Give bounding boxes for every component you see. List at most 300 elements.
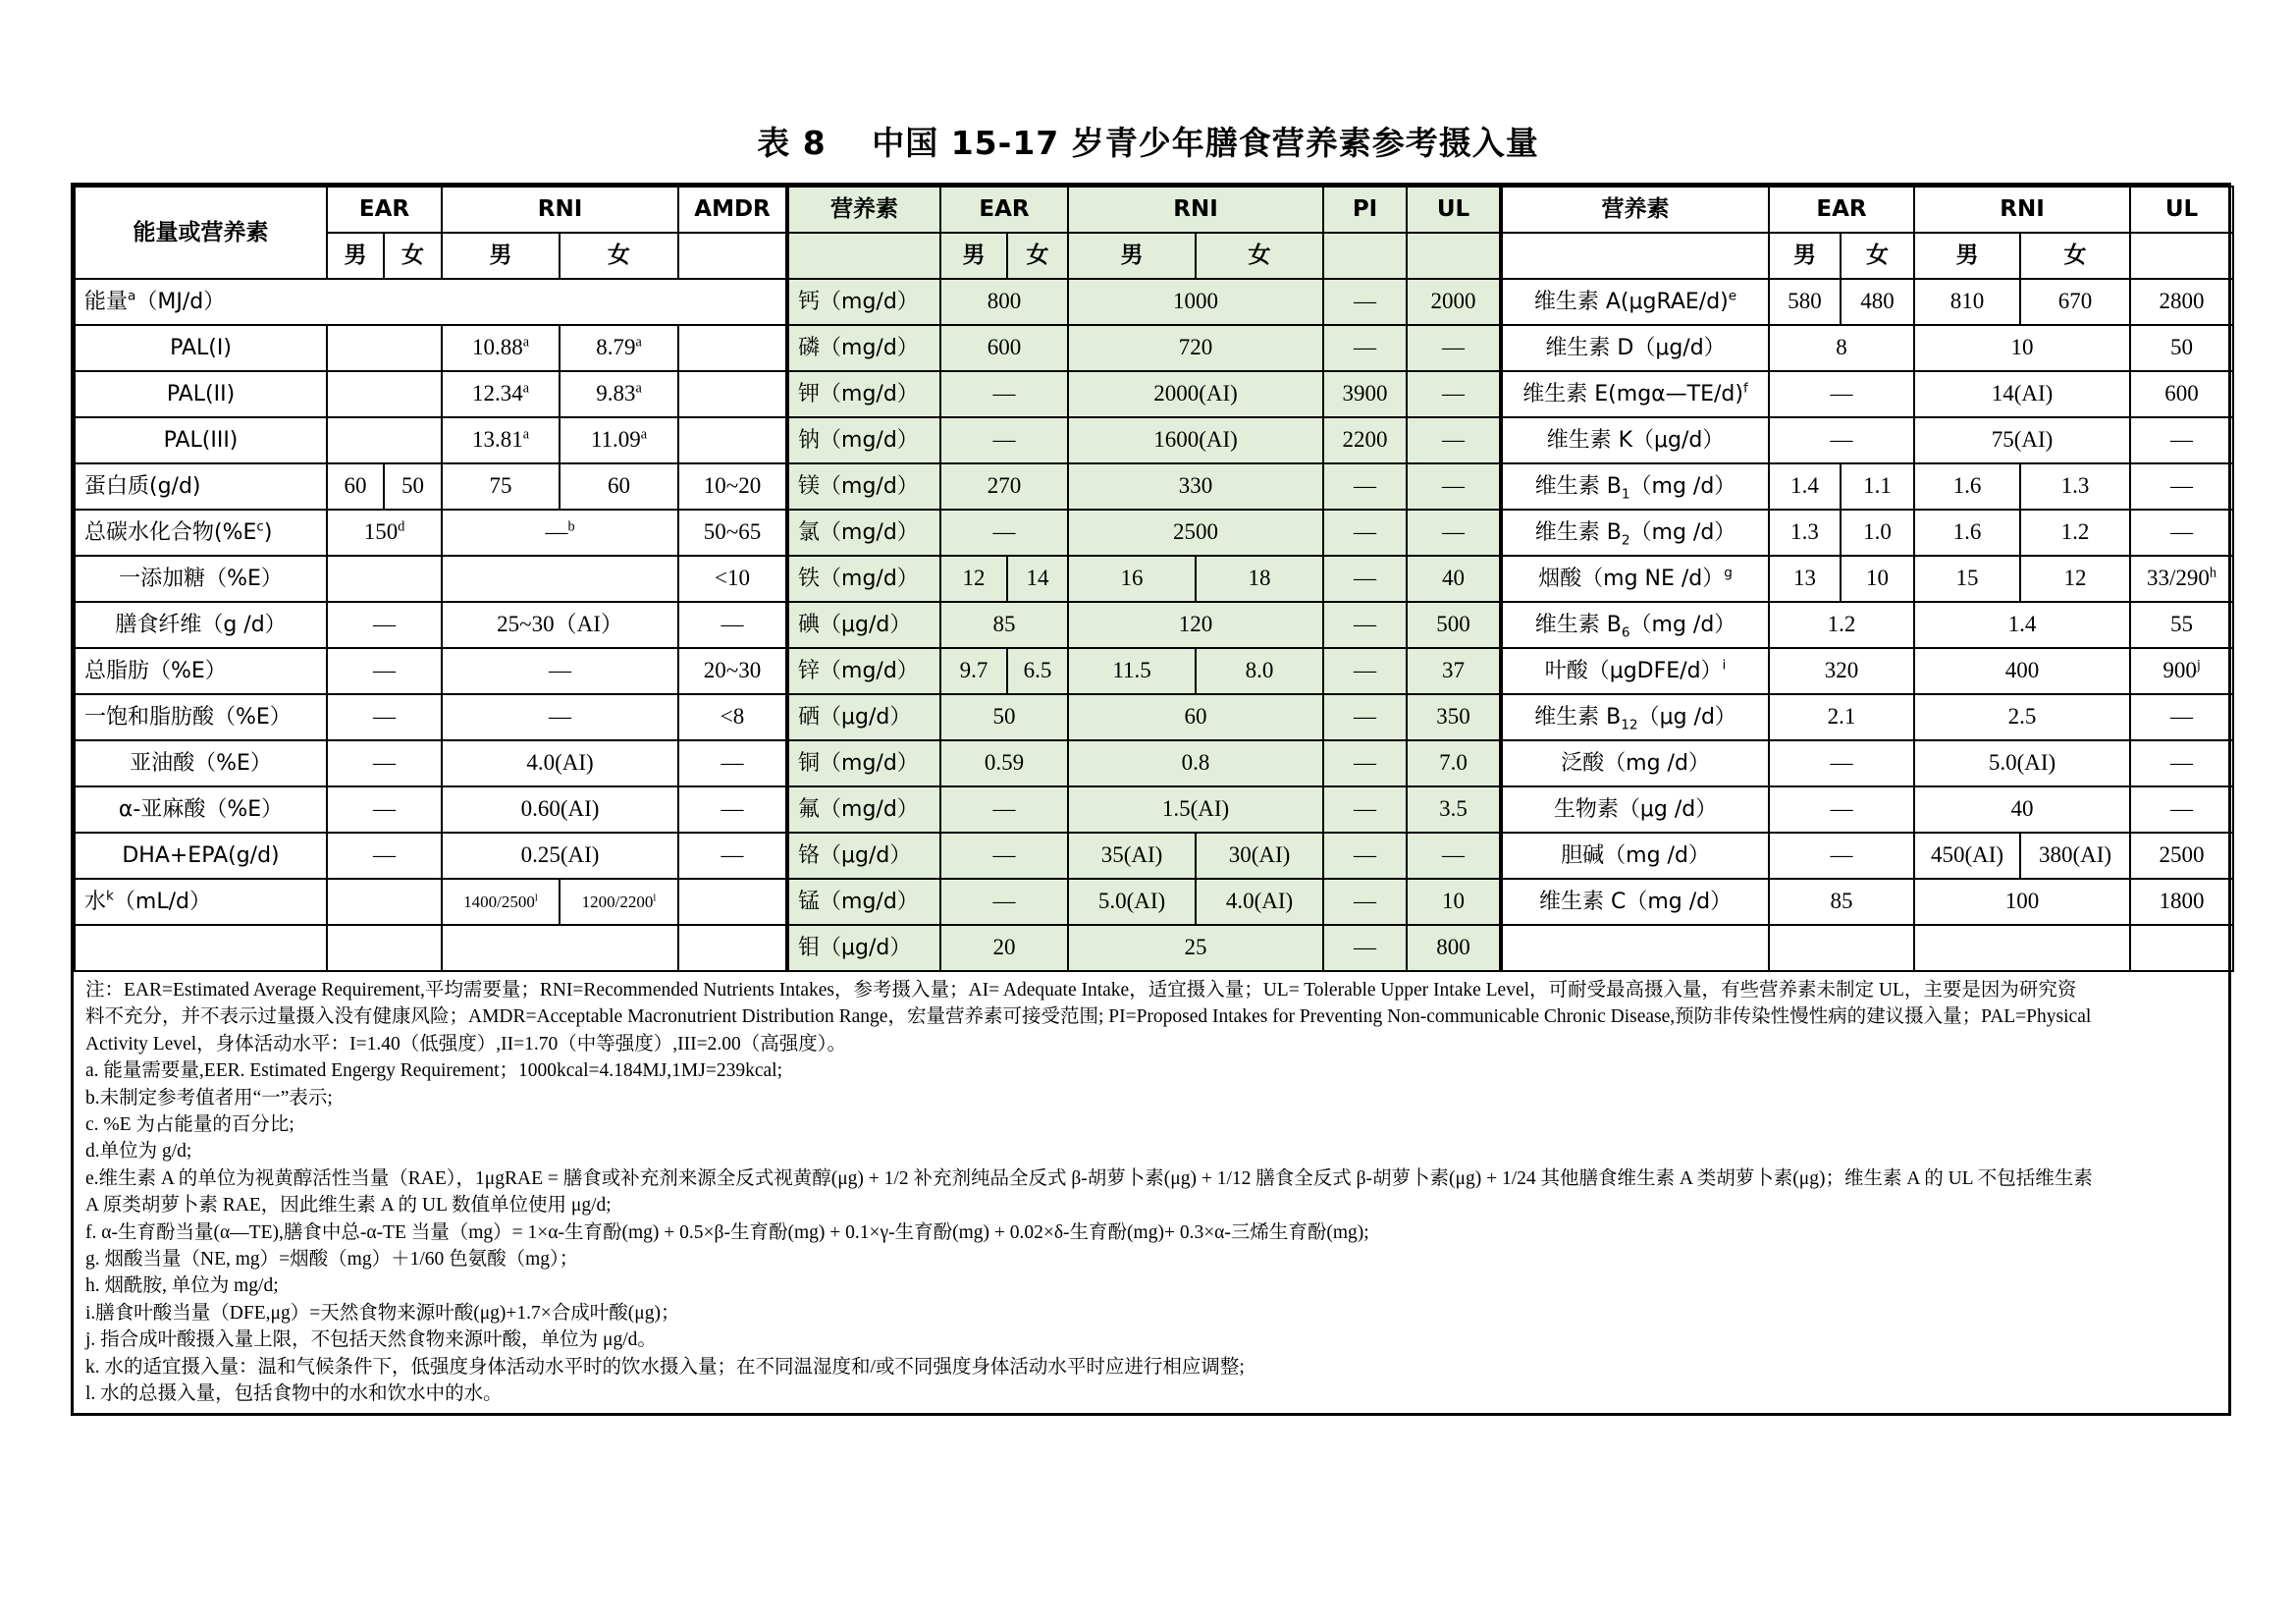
value-cell: —	[1323, 556, 1407, 602]
value-cell: 350	[1407, 694, 1500, 740]
value-cell: —	[442, 648, 678, 694]
footnote-line: e.维生素 A 的单位为视黄醇活性当量（RAE），1μgRAE = 膳食或补充剂来源全反式视黄醇(μg) + 1/2 补充剂纯品全反式 β-胡萝卜素(μg) + 1/12 膳食全反式 β-胡萝卜素(μg) + 1/24 其他膳食维生素 A 类胡萝卜素(μg)；维生素 A 的 UL 不包括维生素	[85, 1167, 2093, 1189]
row-label	[75, 925, 327, 971]
value-cell: —	[940, 510, 1068, 556]
value-cell: 450(AI)	[1914, 833, 2020, 879]
value-cell	[327, 556, 442, 602]
value-cell	[1769, 925, 1914, 971]
table-row	[75, 694, 786, 740]
value-cell: —	[678, 740, 786, 786]
footnote-line: g. 烟酸当量（NE, mg）=烟酸（mg）＋1/60 色氨酸（mg）；	[85, 1249, 579, 1271]
value-cell: 720	[1068, 325, 1323, 371]
footnotes	[74, 972, 2228, 1413]
table-row	[788, 602, 1500, 648]
table-row	[75, 879, 786, 925]
value-cell: —	[1323, 279, 1407, 325]
table-row	[1502, 833, 2233, 879]
value-cell: 14(AI)	[1914, 371, 2130, 417]
column-header: PI	[1323, 187, 1407, 233]
value-cell: 35(AI)	[1068, 833, 1196, 879]
value-cell: 60	[560, 463, 678, 510]
row-label: 钙（mg/d）	[788, 279, 940, 325]
value-cell: 0.60(AI)	[442, 786, 678, 833]
value-cell: 1400/2500$^l$	[442, 879, 560, 925]
dri-table	[71, 183, 2231, 1416]
column-header: 营养素	[788, 187, 940, 233]
row-label: 胆碱（mg /d）	[1502, 833, 1769, 879]
value-cell: 9.7	[940, 648, 1007, 694]
value-cell: 4.0(AI)	[442, 740, 678, 786]
value-cell: —	[678, 602, 786, 648]
column-header	[1502, 233, 1769, 279]
table-row	[788, 279, 1500, 325]
value-cell: —	[1407, 371, 1500, 417]
table-row	[1502, 740, 2233, 786]
table-row	[788, 925, 1500, 971]
row-label: 维生素 E(mgα—TE/d)$^f$	[1502, 371, 1769, 417]
value-cell: 2000	[1407, 279, 1500, 325]
value-cell: —	[1769, 833, 1914, 879]
value-cell: 1.2	[2020, 510, 2130, 556]
column-header: 男	[327, 233, 384, 279]
value-cell: —	[1323, 648, 1407, 694]
column-header: RNI	[1068, 187, 1323, 233]
row-label: 维生素 $B_1(mg$ /d）	[1502, 463, 1769, 510]
value-cell: 0.8	[1068, 740, 1323, 786]
value-cell: —	[1769, 371, 1914, 417]
value-cell: —	[940, 417, 1068, 463]
value-cell: 50	[940, 694, 1068, 740]
value-cell: 13.81$^a$	[442, 417, 560, 463]
table-row	[75, 602, 786, 648]
value-cell: 670	[2020, 279, 2130, 325]
value-cell: —	[1323, 510, 1407, 556]
value-cell	[327, 879, 442, 925]
column-header	[788, 233, 940, 279]
value-cell: —	[2130, 510, 2233, 556]
column-header: UL	[1407, 187, 1500, 233]
footnote-line: d.单位为 g/d;	[85, 1141, 192, 1163]
value-cell: 5.0(AI)	[1068, 879, 1196, 925]
value-cell: —	[327, 602, 442, 648]
row-label: 碘（μg/d）	[788, 602, 940, 648]
column-header: EAR	[940, 187, 1068, 233]
value-cell: 10~20	[678, 463, 786, 510]
energy-macronutrients-table	[74, 186, 787, 972]
footnote-line: c. %E 为占能量的百分比;	[85, 1114, 294, 1136]
table-row	[75, 925, 786, 971]
row-label: 维生素 C（mg /d）	[1502, 879, 1769, 925]
column-header: 女	[1196, 233, 1323, 279]
row-label: 铬（μg/d）	[788, 833, 940, 879]
table-row	[788, 694, 1500, 740]
footnote-line: h. 烟酰胺, 单位为 mg/d;	[85, 1275, 279, 1297]
value-cell: 1.2	[1769, 602, 1914, 648]
row-label: 维生素 $B_{12}(\mu g$ /d）	[1502, 694, 1769, 740]
value-cell: —	[1407, 463, 1500, 510]
table-row	[1502, 371, 2233, 417]
value-cell: 85	[1769, 879, 1914, 925]
column-header: 男	[940, 233, 1007, 279]
value-cell: —	[2130, 786, 2233, 833]
row-label: 一添加糖（%E）	[75, 556, 327, 602]
value-cell: —	[327, 740, 442, 786]
footnote-line: Activity Level，身体活动水平：I=1.40（低强度）,II=1.70（中等强度）,III=2.00（高强度）。	[85, 1033, 847, 1055]
column-header: 营养素	[1502, 187, 1769, 233]
table-row	[788, 740, 1500, 786]
value-cell: —	[1323, 786, 1407, 833]
row-label: 锰（mg/d）	[788, 879, 940, 925]
footnote-line: 料不充分，并不表示过量摄入没有健康风险；AMDR=Acceptable Macronutrient Distribution Range，宏量营养素可接受范围; PI=Proposed Intakes for Preventing Non-communicable Chronic Disease,预防非传染性慢性病的建议摄入量；PAL=Physical	[85, 1006, 2092, 1028]
value-cell: —	[1323, 463, 1407, 510]
value-cell: —	[678, 786, 786, 833]
value-cell: 12	[940, 556, 1007, 602]
value-cell: 14	[1007, 556, 1068, 602]
row-label: PAL(II)	[75, 371, 327, 417]
table-row	[75, 786, 786, 833]
value-cell: 50	[2130, 325, 2233, 371]
value-cell: —	[327, 833, 442, 879]
value-cell	[678, 371, 786, 417]
table-row	[1502, 463, 2233, 510]
value-cell: 10.88$^a$	[442, 325, 560, 371]
value-cell: —	[1323, 740, 1407, 786]
value-cell: 50~65	[678, 510, 786, 556]
value-cell: 2000(AI)	[1068, 371, 1323, 417]
value-cell: 10	[1914, 325, 2130, 371]
value-cell: —	[940, 786, 1068, 833]
value-cell: —	[1407, 833, 1500, 879]
table-row	[1502, 786, 2233, 833]
column-header: AMDR	[678, 187, 786, 233]
table-row	[788, 325, 1500, 371]
table-row	[1502, 648, 2233, 694]
value-cell: 400	[1914, 648, 2130, 694]
value-cell	[327, 371, 442, 417]
row-label: 氟（mg/d）	[788, 786, 940, 833]
value-cell: 330	[1068, 463, 1323, 510]
value-cell: 4.0(AI)	[1196, 879, 1323, 925]
value-cell: 75	[442, 463, 560, 510]
value-cell: —	[442, 694, 678, 740]
table-row	[75, 463, 786, 510]
value-cell: 60	[327, 463, 384, 510]
row-label: 镁（mg/d）	[788, 463, 940, 510]
row-label: PAL(I)	[75, 325, 327, 371]
table-row	[75, 556, 786, 602]
column-header	[678, 233, 786, 279]
table-row	[75, 740, 786, 786]
table-row	[75, 279, 786, 325]
table-row	[75, 417, 786, 463]
row-label: 锌（mg/d）	[788, 648, 940, 694]
column-header: 男	[1068, 233, 1196, 279]
value-cell: 25~30（AI）	[442, 602, 678, 648]
table-row	[788, 833, 1500, 879]
value-cell	[327, 325, 442, 371]
row-label: 铜（mg/d）	[788, 740, 940, 786]
value-cell: 7.0	[1407, 740, 1500, 786]
value-cell: 2.5	[1914, 694, 2130, 740]
value-cell: —	[1323, 325, 1407, 371]
value-cell: 1.3	[2020, 463, 2130, 510]
value-cell: —	[327, 648, 442, 694]
value-cell: —	[2130, 694, 2233, 740]
value-cell: 50	[384, 463, 442, 510]
value-cell: —	[1323, 925, 1407, 971]
column-header: EAR	[327, 187, 442, 233]
page-title: 表 8 中国 15-17 岁青少年膳食营养素参考摄入量	[757, 124, 1539, 162]
value-cell: 25	[1068, 925, 1323, 971]
row-label: 维生素 K（μg/d）	[1502, 417, 1769, 463]
value-cell: 1.0	[1841, 510, 1914, 556]
table-row	[75, 833, 786, 879]
table-row	[75, 648, 786, 694]
table-row	[788, 786, 1500, 833]
table-row	[788, 510, 1500, 556]
value-cell: 800	[1407, 925, 1500, 971]
value-cell: —	[1323, 879, 1407, 925]
row-label: 总碳水化合物$(\%E^c)$	[75, 510, 327, 556]
value-cell: —	[1769, 417, 1914, 463]
value-cell: —	[1769, 740, 1914, 786]
value-cell: 0.59	[940, 740, 1068, 786]
value-cell: 320	[1769, 648, 1914, 694]
value-cell: 15	[1914, 556, 2020, 602]
value-cell: 1.4	[1769, 463, 1841, 510]
row-label: α-亚麻酸（%E）	[75, 786, 327, 833]
table-row	[75, 510, 786, 556]
value-cell: 12	[2020, 556, 2130, 602]
value-cell: 1.6	[1914, 510, 2020, 556]
column-header: 女	[1841, 233, 1914, 279]
table-row	[1502, 694, 2233, 740]
value-cell	[678, 879, 786, 925]
table-row	[788, 556, 1500, 602]
value-cell: 600	[940, 325, 1068, 371]
value-cell: 13	[1769, 556, 1841, 602]
column-header	[1323, 233, 1407, 279]
value-cell: 100	[1914, 879, 2130, 925]
table-row	[788, 879, 1500, 925]
vitamins-table	[1501, 186, 2234, 972]
table-sections	[74, 186, 2228, 972]
row-label	[1502, 925, 1769, 971]
value-cell: 3.5	[1407, 786, 1500, 833]
column-header: RNI	[442, 187, 678, 233]
value-cell: —	[940, 833, 1068, 879]
column-header: 男	[1914, 233, 2020, 279]
value-cell: 18	[1196, 556, 1323, 602]
value-cell: 1.1	[1841, 463, 1914, 510]
value-cell	[678, 325, 786, 371]
row-label: 水$^k$（mL/d）	[75, 879, 327, 925]
column-header: EAR	[1769, 187, 1914, 233]
row-label: 氯（mg/d）	[788, 510, 940, 556]
footnote-line: k. 水的适宜摄入量：温和气候条件下，低强度身体活动水平时的饮水摄入量；在不同温湿度和/或不同强度身体活动水平时应进行相应调整;	[85, 1356, 1245, 1378]
value-cell	[442, 556, 678, 602]
value-cell: 1600(AI)	[1068, 417, 1323, 463]
value-cell: 500	[1407, 602, 1500, 648]
value-cell: 37	[1407, 648, 1500, 694]
value-cell: —	[2130, 740, 2233, 786]
value-cell	[442, 925, 678, 971]
value-cell: 2800	[2130, 279, 2233, 325]
value-cell: 1000	[1068, 279, 1323, 325]
value-cell: 8	[1769, 325, 1914, 371]
column-header: RNI	[1914, 187, 2130, 233]
value-cell: 12.34$^a$	[442, 371, 560, 417]
row-label: 膳食纤维（g /d）	[75, 602, 327, 648]
value-cell: 1800	[2130, 879, 2233, 925]
row-label: 磷（mg/d）	[788, 325, 940, 371]
value-cell: —	[2130, 463, 2233, 510]
value-cell: 1.3	[1769, 510, 1841, 556]
value-cell: 10	[1407, 879, 1500, 925]
value-cell: —	[1407, 325, 1500, 371]
value-cell	[327, 925, 442, 971]
minerals-table	[787, 186, 1501, 972]
table-row	[1502, 602, 2233, 648]
column-header: 女	[2020, 233, 2130, 279]
row-label: 亚油酸（%E）	[75, 740, 327, 786]
value-cell: 580	[1769, 279, 1841, 325]
row-label: 维生素 $B_6(mg$ /d）	[1502, 602, 1769, 648]
value-cell: —$^b$	[442, 510, 678, 556]
value-cell: 480	[1841, 279, 1914, 325]
column-header: UL	[2130, 187, 2233, 233]
footnote-line: f. α-生育酚当量(α—TE),膳食中总-α-TE 当量（mg）= 1×α-生育酚(mg) + 0.5×β-生育酚(mg) + 0.1×γ-生育酚(mg) + 0.02×δ-生育酚(mg)+ 0.3×α-三烯生育酚(mg);	[85, 1221, 1369, 1243]
table-row	[1502, 417, 2233, 463]
column-header: 女	[1007, 233, 1068, 279]
value-cell	[2130, 925, 2233, 971]
column-header: 男	[1769, 233, 1841, 279]
value-cell: —	[1769, 786, 1914, 833]
row-label: 生物素（μg /d）	[1502, 786, 1769, 833]
value-cell: <8	[678, 694, 786, 740]
value-cell: 1.4	[1914, 602, 2130, 648]
table-row	[1502, 279, 2233, 325]
value-cell: 60	[1068, 694, 1323, 740]
value-cell: —	[678, 833, 786, 879]
value-cell: 40	[1407, 556, 1500, 602]
value-cell: 120	[1068, 602, 1323, 648]
table-row	[788, 417, 1500, 463]
value-cell	[1914, 925, 2130, 971]
value-cell: 33/290$^h$	[2130, 556, 2233, 602]
footnote-line: i.膳食叶酸当量（DFE,μg）=天然食物来源叶酸(μg)+1.7×合成叶酸(μg)；	[85, 1302, 680, 1324]
value-cell: 10	[1841, 556, 1914, 602]
value-cell: 8.0	[1196, 648, 1323, 694]
row-label: 钼（μg/d）	[788, 925, 940, 971]
value-cell: 2500	[1068, 510, 1323, 556]
column-header	[2130, 233, 2233, 279]
value-cell: 16	[1068, 556, 1196, 602]
column-header: 能量或营养素	[75, 187, 327, 279]
value-cell: 2.1	[1769, 694, 1914, 740]
value-cell: —	[1407, 417, 1500, 463]
value-cell: 5.0(AI)	[1914, 740, 2130, 786]
value-cell: 800	[940, 279, 1068, 325]
table-row	[788, 463, 1500, 510]
row-label: 能量$^a$（MJ/d）	[75, 279, 786, 325]
column-header	[1407, 233, 1500, 279]
value-cell: 810	[1914, 279, 2020, 325]
value-cell: —	[1323, 694, 1407, 740]
value-cell: 55	[2130, 602, 2233, 648]
value-cell: 30(AI)	[1196, 833, 1323, 879]
row-label: 叶酸（μgDFE/d）$^i$	[1502, 648, 1769, 694]
row-label: 钠（mg/d）	[788, 417, 940, 463]
row-label: 泛酸（mg /d）	[1502, 740, 1769, 786]
row-label: 一饱和脂肪酸（%E）	[75, 694, 327, 740]
value-cell: 900$^j$	[2130, 648, 2233, 694]
value-cell: 20~30	[678, 648, 786, 694]
footnote-line: l. 水的总摄入量，包括食物中的水和饮水中的水。	[85, 1383, 503, 1405]
value-cell: —	[327, 786, 442, 833]
table-row	[75, 325, 786, 371]
footnote-line: A 原类胡萝卜素 RAE，因此维生素 A 的 UL 数值单位使用 μg/d;	[85, 1195, 612, 1217]
value-cell: —	[1323, 833, 1407, 879]
value-cell: 270	[940, 463, 1068, 510]
value-cell: 1200/2200$^l$	[560, 879, 678, 925]
value-cell: —	[940, 371, 1068, 417]
value-cell: —	[1323, 602, 1407, 648]
value-cell: 380(AI)	[2020, 833, 2130, 879]
value-cell: 6.5	[1007, 648, 1068, 694]
table-row	[788, 371, 1500, 417]
value-cell: 40	[1914, 786, 2130, 833]
footnote-line: 注：EAR=Estimated Average Requirement,平均需要量；RNI=Recommended Nutrients Intakes，参考摄入量；AI= Adequate Intake，适宜摄入量；UL= Tolerable Upper Intake Level，可耐受最高摄入量，有些营养素未制定 UL，主要是因为研究资	[85, 980, 2077, 1001]
footnote-line: j. 指合成叶酸摄入量上限，不包括天然食物来源叶酸，单位为 μg/d。	[85, 1329, 657, 1351]
row-label: DHA+EPA(g/d)	[75, 833, 327, 879]
table-row	[1502, 510, 2233, 556]
row-label: 蛋白质(g/d)	[75, 463, 327, 510]
table-row	[1502, 556, 2233, 602]
table-row	[1502, 325, 2233, 371]
column-header: 男	[442, 233, 560, 279]
value-cell: 2500	[2130, 833, 2233, 879]
value-cell: 9.83$^a$	[560, 371, 678, 417]
row-label: 总脂肪（%E）	[75, 648, 327, 694]
row-label: 烟酸（mg NE /d）$^g$	[1502, 556, 1769, 602]
value-cell: 1.6	[1914, 463, 2020, 510]
table-row	[75, 371, 786, 417]
value-cell: 8.79$^a$	[560, 325, 678, 371]
value-cell: 2200	[1323, 417, 1407, 463]
table-row	[1502, 879, 2233, 925]
row-label: 钾（mg/d）	[788, 371, 940, 417]
value-cell: <10	[678, 556, 786, 602]
value-cell: 20	[940, 925, 1068, 971]
row-label: 维生素 $B_2(mg$ /d）	[1502, 510, 1769, 556]
row-label: 铁（mg/d）	[788, 556, 940, 602]
value-cell: 11.09$^a$	[560, 417, 678, 463]
row-label: 维生素 D（μg/d）	[1502, 325, 1769, 371]
value-cell: 85	[940, 602, 1068, 648]
value-cell: 600	[2130, 371, 2233, 417]
value-cell	[327, 417, 442, 463]
table-row	[1502, 925, 2233, 971]
value-cell	[678, 417, 786, 463]
row-label: 硒（μg/d）	[788, 694, 940, 740]
footnote-line: b.未制定参考值者用“一”表示;	[85, 1087, 333, 1109]
value-cell: —	[1407, 510, 1500, 556]
row-label: 维生素 A(μgRAE/d)$^e$	[1502, 279, 1769, 325]
value-cell: —	[940, 879, 1068, 925]
value-cell: 3900	[1323, 371, 1407, 417]
value-cell	[678, 925, 786, 971]
